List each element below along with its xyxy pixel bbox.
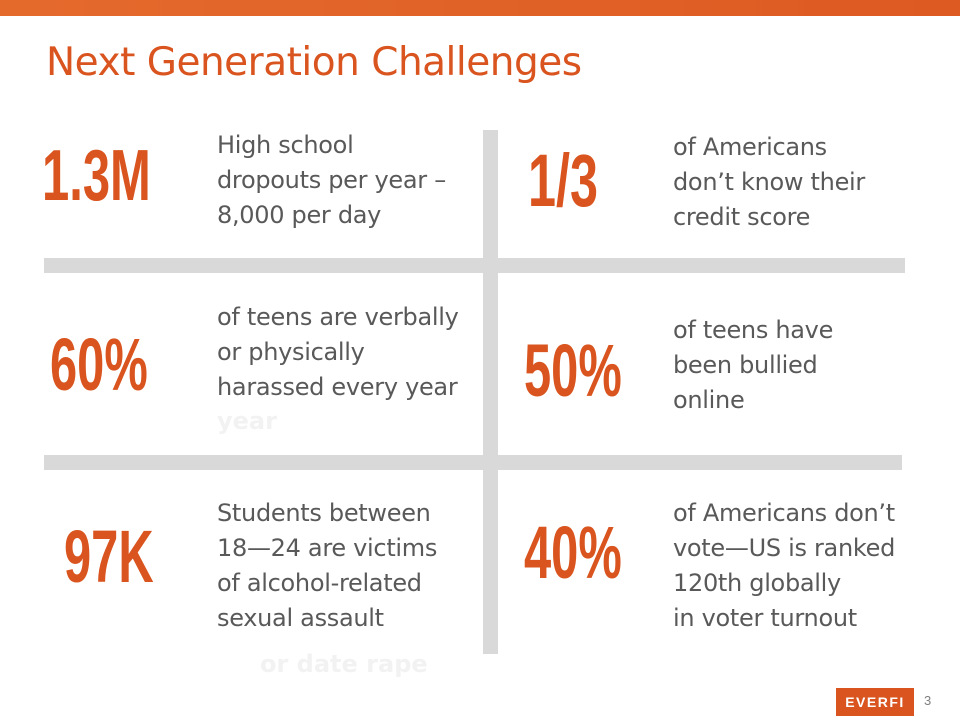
stat-description-dropouts [217, 128, 446, 233]
stat-description-bullied [673, 313, 833, 418]
stat-value-voter-turnout: 40% [524, 511, 622, 594]
description-line: 18—24 are victims [217, 534, 438, 562]
description-line: 8,000 per day [217, 201, 382, 229]
page-number: 3 [924, 693, 932, 708]
description-line: of Americans don’t [673, 499, 895, 527]
stat-value-bullied: 50% [524, 329, 622, 412]
ghost-text: year [217, 407, 277, 435]
everfi-logo: EVERFI [836, 688, 914, 716]
slide-title: Next Generation Challenges [46, 40, 582, 85]
stat-description-credit-score [673, 130, 865, 235]
description-line: 120th globally [673, 569, 841, 597]
stat-value-harassment: 60% [50, 323, 148, 406]
description-line: in voter turnout [673, 604, 857, 632]
stat-value-credit-score: 1/3 [528, 139, 598, 222]
description-line: sexual assault [217, 604, 384, 632]
description-line: High school [217, 131, 354, 159]
description-line: vote—US is ranked [673, 534, 896, 562]
description-line: Students between [217, 499, 431, 527]
description-line: or physically [217, 338, 365, 366]
description-line: of Americans [673, 133, 827, 161]
description-line: of teens are verbally [217, 303, 459, 331]
stat-value-assault: 97K [64, 515, 154, 598]
stat-description-harassment [217, 300, 459, 405]
ghost-text: or date rape [260, 650, 428, 678]
description-line: online [673, 386, 745, 414]
description-line: credit score [673, 203, 811, 231]
description-line: of alcohol-related [217, 569, 422, 597]
description-line: of teens have [673, 316, 834, 344]
description-line: dropouts per year – [217, 166, 446, 194]
stat-description-voter-turnout [673, 496, 895, 636]
description-line: been bullied [673, 351, 818, 379]
stat-value-dropouts: 1.3M [42, 136, 151, 216]
stat-description-assault [217, 496, 437, 636]
vertical-divider [483, 130, 498, 654]
top-accent-bar [0, 0, 960, 16]
horizontal-divider-bottom [44, 455, 902, 470]
description-line: harassed every year [217, 373, 458, 401]
horizontal-divider-top [44, 258, 905, 273]
description-line: don’t know their [673, 168, 865, 196]
